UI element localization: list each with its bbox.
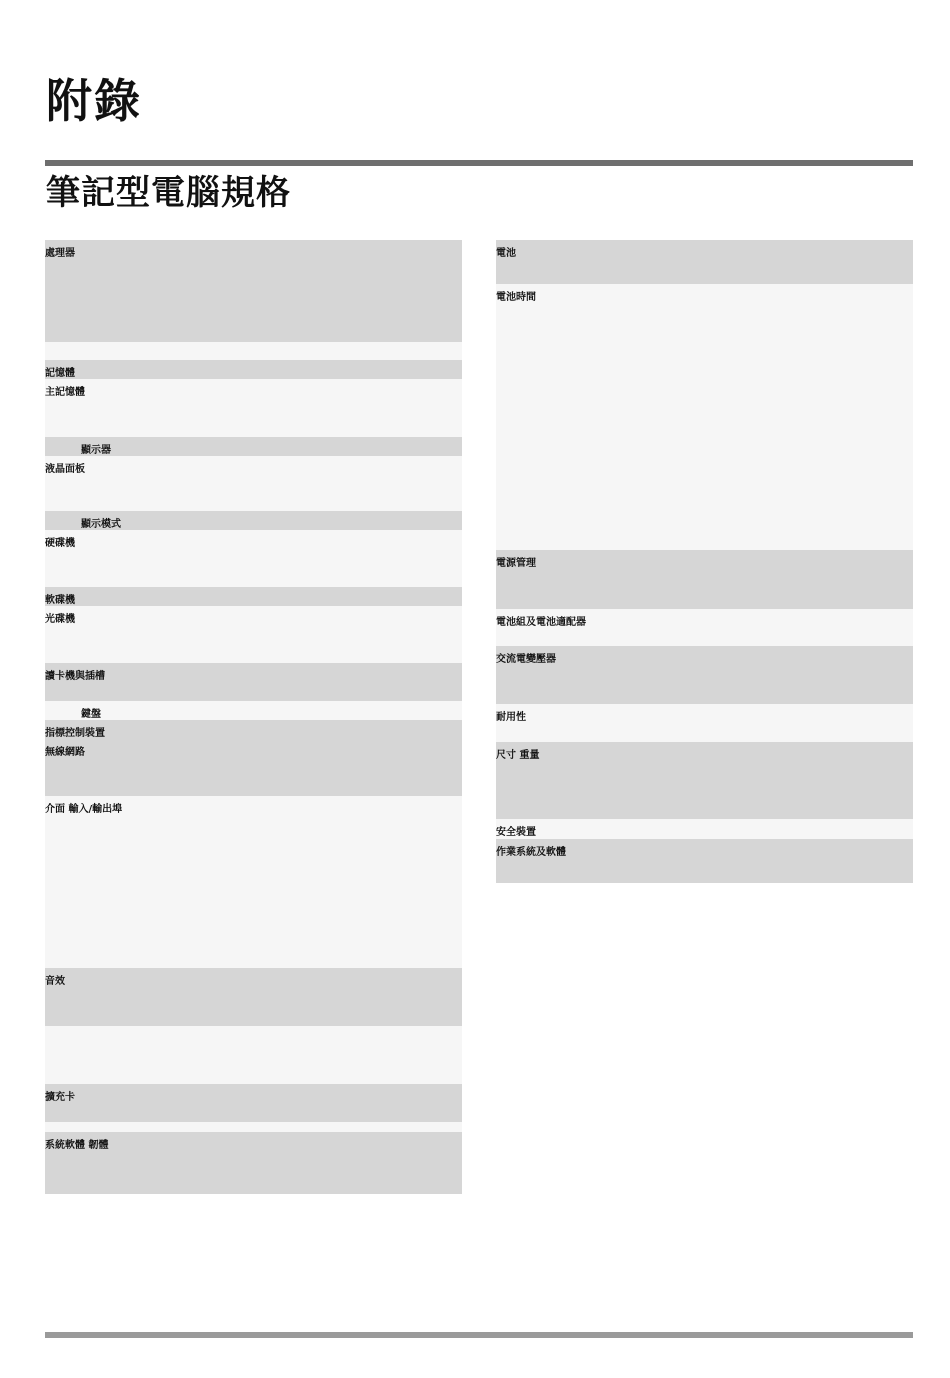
spec-row [45,342,462,360]
spec-row [45,530,462,587]
spec-label: 處理器 [45,248,75,259]
spec-label: 耐用性 [496,712,526,723]
spec-label: 液晶面板 [45,464,85,475]
spec-row [45,720,462,739]
bottom-divider [45,1332,913,1338]
spec-row [496,704,913,742]
spec-row [45,968,462,1026]
spec-row [496,284,913,550]
spec-row [45,379,462,417]
spec-row [45,511,462,530]
spec-row [45,456,462,511]
spec-label: 主記憶體 [45,387,85,398]
spec-label: 指標控制裝置 [45,728,105,739]
spec-label: 系統軟體 韌體 [45,1140,109,1151]
spec-row [45,701,462,720]
top-divider [45,160,913,166]
spec-label: 擴充卡 [45,1092,75,1103]
spec-label: 電源管理 [496,558,536,569]
appendix-title: 附錄 [46,74,142,128]
spec-row [496,839,913,883]
spec-label: 介面 輸入/輸出埠 [45,804,123,815]
spec-label: 尺寸 重量 [496,750,540,761]
spec-label: 交流電變壓器 [496,654,556,665]
spec-label: 讀卡機與插槽 [45,671,105,682]
spec-row [45,1122,462,1132]
spec-label: 電池組及電池適配器 [496,617,586,628]
spec-label: 電池時間 [496,292,536,303]
spec-label: 軟碟機 [45,595,75,606]
spec-label: 鍵盤 [81,709,101,720]
spec-row [45,1132,462,1194]
spec-row [45,417,462,437]
spec-row [45,1084,462,1122]
spec-label: 音效 [45,976,65,987]
spec-label: 硬碟機 [45,538,75,549]
spec-row [45,360,462,379]
spec-row [45,587,462,606]
spec-row [45,739,462,796]
spec-row [496,742,913,819]
spec-table-right [496,240,913,883]
spec-label: 無線網路 [45,747,85,758]
spec-label: 顯示器 [81,445,111,456]
spec-label: 顯示模式 [81,519,121,530]
spec-row [496,550,913,609]
spec-row [496,609,913,646]
spec-row [45,240,462,342]
spec-row [45,437,462,456]
spec-row [496,240,913,284]
spec-row [45,606,462,663]
spec-row [496,819,913,839]
spec-table-left [45,240,462,1194]
spec-row [496,646,913,704]
spec-label: 作業系統及軟體 [496,847,566,858]
spec-row [45,1026,462,1084]
spec-label: 安全裝置 [496,827,536,838]
spec-row [45,663,462,701]
spec-label: 電池 [496,248,516,259]
spec-label: 記憶體 [45,368,75,379]
spec-label: 光碟機 [45,614,75,625]
section-title: 筆記型電腦規格 [46,173,291,213]
spec-row [45,796,462,968]
